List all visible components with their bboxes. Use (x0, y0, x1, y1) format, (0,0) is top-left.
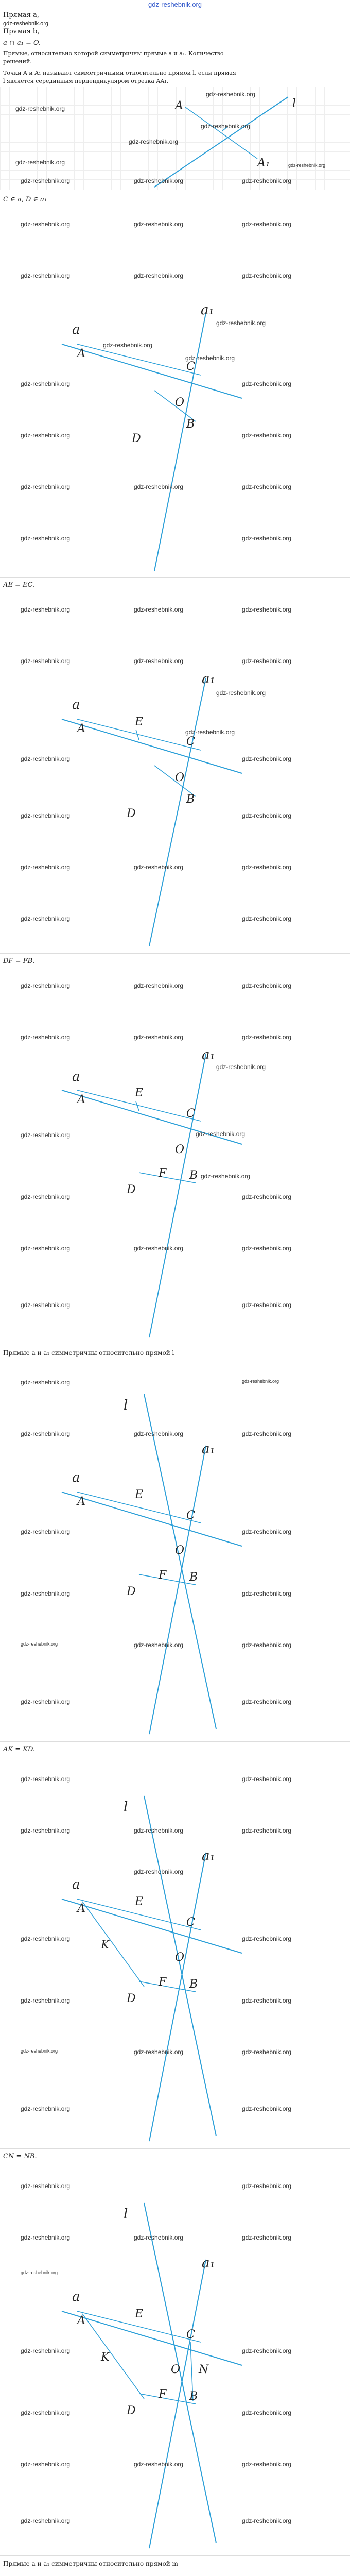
line-a (62, 719, 242, 773)
watermark: gdz-reshebnik.org (134, 2461, 184, 2468)
watermark: gdz-reshebnik.org (242, 1641, 292, 1649)
watermark: gdz-reshebnik.org (15, 105, 65, 112)
label-C: C (186, 360, 195, 373)
label-F: F (159, 1167, 167, 1180)
watermark: gdz-reshebnik.org (21, 2517, 71, 2524)
label-a: a (72, 322, 80, 337)
figure-5-panel (0, 1358, 350, 1739)
label-a: a (72, 1470, 80, 1485)
watermark: gdz-reshebnik.org (242, 982, 292, 989)
label-O: O (175, 396, 185, 409)
watermark: gdz-reshebnik.org (21, 755, 71, 762)
watermark: gdz-reshebnik.org (185, 728, 235, 736)
figure-5-svg (0, 1358, 350, 1739)
caption-4: DF = FB. (3, 957, 35, 965)
label-C: C (186, 1509, 195, 1522)
watermark: gdz-reshebnik.org (242, 2409, 292, 2416)
watermark: gdz-reshebnik.org (21, 1997, 71, 2004)
watermark: gdz-reshebnik.org (21, 272, 71, 279)
text-line-a: Прямая a, (3, 11, 39, 19)
watermark: gdz-reshebnik.org (216, 689, 266, 697)
midpoint-tick (136, 1101, 139, 1111)
watermark: gdz-reshebnik.org (21, 1193, 71, 1200)
watermark: gdz-reshebnik.org (21, 2182, 71, 2190)
divider (0, 953, 350, 954)
label-B: B (189, 1169, 198, 1182)
watermark: gdz-reshebnik.org (242, 1033, 292, 1041)
line-a1 (154, 313, 206, 571)
segment-AA1 (185, 107, 257, 159)
segment-DB (139, 1173, 196, 1183)
caption-5: Прямые a и a₁ симметричны относительно прямой l (3, 1349, 174, 1357)
watermark: gdz-reshebnik.org (242, 432, 292, 439)
watermark: gdz-reshebnik.org (242, 2234, 292, 2241)
watermark: gdz-reshebnik.org (21, 1827, 71, 1834)
watermark: gdz-reshebnik.org (201, 123, 251, 130)
watermark: gdz-reshebnik.org (201, 1173, 251, 1180)
watermark: gdz-reshebnik.org (134, 1033, 184, 1041)
line-a1 (149, 1853, 206, 2141)
watermark: gdz-reshebnik.org (21, 1430, 71, 1437)
watermark: gdz-reshebnik.org (129, 138, 179, 145)
watermark: gdz-reshebnik.org (242, 657, 292, 665)
watermark: gdz-reshebnik.org (134, 2234, 184, 2241)
label-a1: a₁ (202, 1849, 215, 1864)
caption-2: C ∈ a, D ∈ a₁ (3, 196, 47, 204)
watermark: gdz-reshebnik.org (242, 606, 292, 613)
site-header[interactable]: gdz-reshebnik.org (148, 1, 202, 8)
watermark: gdz-reshebnik.org (242, 1379, 279, 1384)
watermark: gdz-reshebnik.org (21, 1131, 71, 1139)
label-a: a (72, 1069, 80, 1084)
watermark: gdz-reshebnik.org (242, 221, 292, 228)
watermark: gdz-reshebnik.org (21, 535, 71, 542)
label-C: C (186, 1107, 195, 1120)
watermark: gdz-reshebnik.org (21, 1528, 71, 1535)
watermark: gdz-reshebnik.org (21, 1590, 71, 1597)
label-l: l (124, 1800, 128, 1815)
label-N: N (199, 2363, 209, 2376)
figure-6-panel (0, 1755, 350, 2146)
watermark: gdz-reshebnik.org (21, 177, 71, 184)
figure-8-svg (0, 2569, 350, 2576)
label-E: E (135, 2308, 144, 2320)
watermark: gdz-reshebnik.org (242, 1827, 292, 1834)
watermark: gdz-reshebnik.org (134, 863, 184, 871)
watermark: gdz-reshebnik.org (242, 2517, 292, 2524)
watermark: gdz-reshebnik.org (242, 2461, 292, 2468)
watermark: gdz-reshebnik.org (21, 1775, 71, 1783)
label-A: A (77, 1093, 85, 1106)
watermark: gdz-reshebnik.org (242, 755, 292, 762)
watermark: gdz-reshebnik.org (21, 1935, 71, 1942)
line-a1 (149, 1446, 206, 1734)
label-K: K (101, 1939, 110, 1952)
label-E: E (135, 1087, 144, 1099)
label-E: E (135, 1895, 144, 1908)
watermark: gdz-reshebnik.org (21, 863, 71, 871)
watermark: gdz-reshebnik.org (216, 1063, 266, 1071)
label-A: A (77, 722, 85, 735)
definition-line-1: Точки A и A₁ называют симметричными относительно прямой l, если прямая (3, 70, 236, 76)
watermark: gdz-reshebnik.org (242, 1775, 292, 1783)
label-A1: A₁ (257, 157, 270, 170)
label-a: a (72, 2289, 80, 2304)
watermark: gdz-reshebnik.org (21, 1033, 71, 1041)
segment-AC (77, 344, 201, 375)
label-A: A (77, 347, 85, 360)
figure-4-panel (0, 967, 350, 1343)
watermark: gdz-reshebnik.org (134, 221, 184, 228)
task-statement: Прямые, относительно которой симметричны прямые a и a₁. Количество (3, 50, 224, 57)
watermark: gdz-reshebnik.org (242, 2182, 292, 2190)
divider (0, 2555, 350, 2556)
watermark: gdz-reshebnik.org (134, 1868, 184, 1875)
watermark: gdz-reshebnik.org (242, 915, 292, 922)
watermark: gdz-reshebnik.org (242, 812, 292, 819)
figure-6-svg (0, 1755, 350, 2146)
figure-4-svg (0, 967, 350, 1343)
definition-line-2: l является серединным перпендикуляром отрезка AA₁. (3, 78, 169, 84)
watermark: gdz-reshebnik.org (134, 1641, 184, 1649)
label-a1: a₁ (202, 1047, 215, 1063)
label-F: F (159, 2388, 167, 2401)
watermark: gdz-reshebnik.org (185, 354, 235, 362)
watermark: gdz-reshebnik.org (134, 982, 184, 989)
watermark: gdz-reshebnik.org (242, 380, 292, 387)
watermark: gdz-reshebnik.org (21, 380, 71, 387)
watermark: gdz-reshebnik.org (134, 657, 184, 665)
watermark: gdz-reshebnik.org (242, 535, 292, 542)
label-O: O (175, 1143, 185, 1156)
figure-2-svg (0, 205, 350, 576)
label-F: F (159, 1569, 167, 1582)
label-a1: a₁ (201, 302, 214, 318)
watermark: gdz-reshebnik.org (21, 2234, 71, 2241)
watermark: gdz-reshebnik.org (134, 1827, 184, 1834)
watermark: gdz-reshebnik.org (216, 319, 266, 327)
watermark: gdz-reshebnik.org (21, 2461, 71, 2468)
watermark: gdz-reshebnik.org (21, 982, 71, 989)
label-B: B (186, 418, 195, 431)
segment-DB (139, 1981, 196, 1992)
watermark: gdz-reshebnik.org (242, 2105, 292, 2112)
line-a (62, 344, 242, 398)
watermark: gdz-reshebnik.org (134, 2048, 184, 2056)
label-D: D (127, 1585, 136, 1598)
watermark: gdz-reshebnik.org (21, 2409, 71, 2416)
label-a1: a₁ (202, 2256, 215, 2271)
task-statement-cont: решений. (3, 58, 32, 65)
watermark: gdz-reshebnik.org (21, 1301, 71, 1309)
watermark: gdz-reshebnik.org (21, 483, 71, 490)
watermark: gdz-reshebnik.org (242, 1193, 292, 1200)
caption-8: Прямые a и a₁ симметричны относительно прямой m (3, 2560, 178, 2567)
line-a (62, 2311, 242, 2365)
figure-3-svg (0, 590, 350, 951)
watermark: gdz-reshebnik.org (21, 2105, 71, 2112)
watermark: gdz-reshebnik.org (288, 163, 326, 168)
watermark: gdz-reshebnik.org (103, 342, 153, 349)
label-a: a (72, 697, 80, 713)
figure-2-panel (0, 205, 350, 576)
watermark: gdz-reshebnik.org (242, 1997, 292, 2004)
label-a1: a₁ (202, 671, 215, 687)
watermark: gdz-reshebnik.org (21, 606, 71, 613)
label-D: D (132, 432, 141, 445)
watermark: gdz-reshebnik.org (134, 483, 184, 490)
line-a1 (149, 2260, 206, 2548)
caption-7: CN = NB. (3, 2153, 37, 2160)
watermark: gdz-reshebnik.org (134, 1430, 184, 1437)
label-O: O (171, 2363, 181, 2376)
label-B: B (186, 793, 195, 806)
watermark: gdz-reshebnik.org (242, 272, 292, 279)
watermark: gdz-reshebnik.org (21, 2347, 71, 2354)
watermark: gdz-reshebnik.org (21, 2048, 58, 2054)
label-F: F (159, 1976, 167, 1989)
watermark: gdz-reshebnik.org (21, 1698, 71, 1705)
divider (0, 2148, 350, 2149)
text-line-b: Прямая b, (3, 28, 40, 36)
caption-6: AK = KD. (3, 1745, 36, 1753)
watermark: gdz-reshebnik.org (15, 159, 65, 166)
watermark: gdz-reshebnik.org (242, 1301, 292, 1309)
label-l: l (124, 1398, 128, 1413)
segment-DB (139, 1574, 196, 1585)
figure-3-panel (0, 590, 350, 951)
label-D: D (127, 1183, 136, 1196)
watermark: gdz-reshebnik.org (242, 1528, 292, 1535)
watermark: gdz-reshebnik.org (21, 432, 71, 439)
segment-DB (139, 2394, 196, 2404)
label-C: C (186, 2328, 195, 2341)
label-E: E (135, 716, 144, 728)
label-O: O (175, 771, 185, 784)
watermark: gdz-reshebnik.org (21, 221, 71, 228)
watermark: gdz-reshebnik.org (196, 1130, 246, 1138)
watermark-text: gdz-reshebnik.org (3, 21, 49, 27)
watermark: gdz-reshebnik.org (242, 2048, 292, 2056)
watermark: gdz-reshebnik.org (21, 1245, 71, 1252)
line-a1 (149, 678, 206, 946)
watermark: gdz-reshebnik.org (242, 1430, 292, 1437)
label-A: A (175, 99, 183, 112)
watermark: gdz-reshebnik.org (242, 2347, 292, 2354)
watermark: gdz-reshebnik.org (242, 863, 292, 871)
watermark: gdz-reshebnik.org (242, 1245, 292, 1252)
watermark: gdz-reshebnik.org (242, 1698, 292, 1705)
watermark: gdz-reshebnik.org (134, 1245, 184, 1252)
watermark: gdz-reshebnik.org (242, 1935, 292, 1942)
label-C: C (186, 1916, 195, 1929)
line-a (62, 1492, 242, 1546)
watermark: gdz-reshebnik.org (206, 91, 256, 98)
caption-3: AE = EC. (3, 581, 35, 589)
label-D: D (127, 807, 136, 820)
label-a1: a₁ (202, 1442, 215, 1457)
divider (0, 577, 350, 578)
label-B: B (189, 1978, 198, 1991)
watermark: gdz-reshebnik.org (134, 177, 184, 184)
label-O: O (175, 1544, 185, 1557)
label-l: l (292, 97, 296, 110)
watermark: gdz-reshebnik.org (21, 915, 71, 922)
figure-7-panel (0, 2162, 350, 2553)
label-K: K (101, 2351, 110, 2364)
label-l: l (124, 2207, 128, 2222)
watermark: gdz-reshebnik.org (21, 1379, 71, 1386)
watermark: gdz-reshebnik.org (21, 657, 71, 665)
label-E: E (135, 1488, 144, 1501)
watermark: gdz-reshebnik.org (134, 606, 184, 613)
label-C: C (186, 735, 195, 748)
figure-1-panel (0, 87, 350, 190)
line-a (62, 1899, 242, 1953)
divider (0, 1741, 350, 1742)
watermark: gdz-reshebnik.org (21, 812, 71, 819)
label-A: A (77, 2314, 85, 2327)
label-D: D (127, 1992, 136, 2005)
line-l (144, 1796, 216, 2136)
label-O: O (175, 1951, 185, 1964)
label-A: A (77, 1495, 85, 1508)
watermark: gdz-reshebnik.org (242, 1590, 292, 1597)
label-B: B (189, 1571, 198, 1584)
figure-7-svg (0, 2162, 350, 2553)
watermark: gdz-reshebnik.org (242, 483, 292, 490)
watermark: gdz-reshebnik.org (21, 2270, 58, 2275)
label-D: D (127, 2404, 136, 2417)
watermark: gdz-reshebnik.org (242, 177, 292, 184)
watermark: gdz-reshebnik.org (21, 1641, 58, 1647)
figure-8-panel (0, 2569, 350, 2576)
label-a: a (72, 1877, 80, 1892)
line-a1 (149, 1054, 206, 1337)
label-A: A (77, 1902, 85, 1915)
watermark: gdz-reshebnik.org (134, 272, 184, 279)
formula-intersection: a ∩ a₁ = O. (3, 39, 41, 47)
label-B: B (189, 2390, 198, 2403)
